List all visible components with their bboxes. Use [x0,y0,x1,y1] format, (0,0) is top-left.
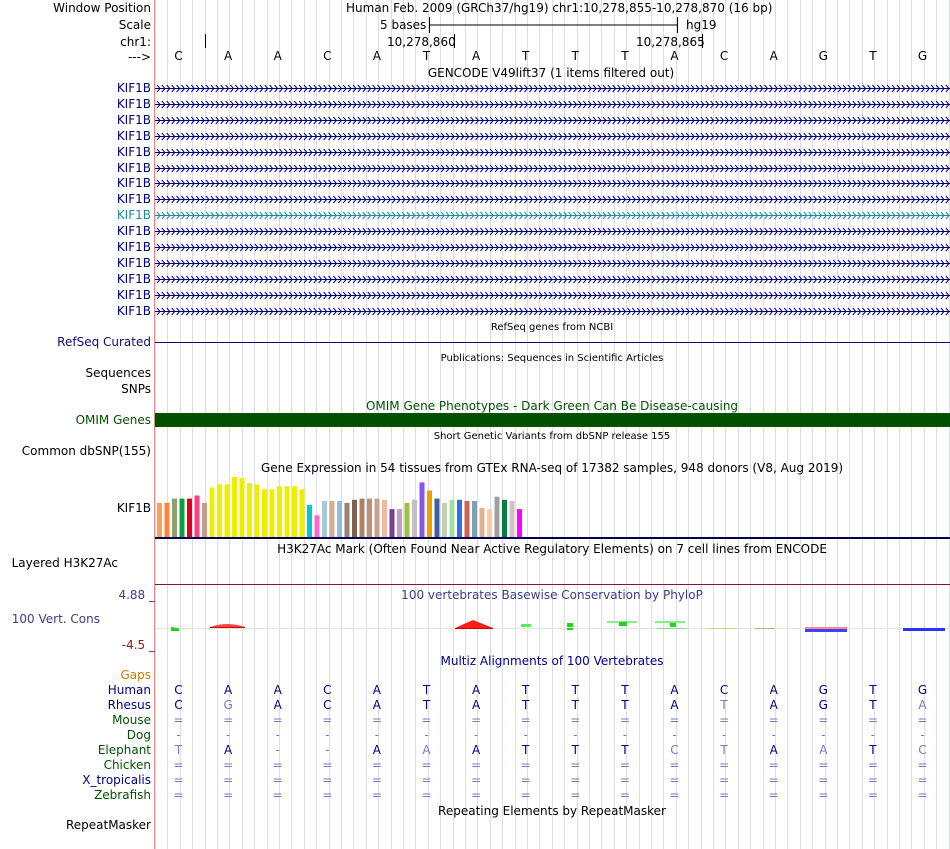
alignment-base: = [768,788,779,802]
gtex-tissue-bar[interactable] [240,478,245,537]
gtex-tissue-bar[interactable] [270,489,275,537]
alignment-base: = [570,713,581,727]
phylop-conservation-plot[interactable] [155,615,950,635]
species-label[interactable]: Chicken [103,758,151,772]
gtex-tissue-bar[interactable] [420,482,425,537]
species-label[interactable]: Mouse [112,713,151,727]
alignment-base: A [918,698,927,712]
alignment-base: = [421,713,432,727]
alignment-base: - [821,728,826,742]
alignment-base: = [917,713,928,727]
gtex-tissue-bar[interactable] [352,500,357,537]
alignment-base: = [917,758,928,772]
alignment-base: = [371,788,382,802]
gtex-tissue-bar[interactable] [322,501,327,537]
alignment-base: A [372,743,381,757]
assembly-position-text: Human Feb. 2009 (GRCh37/hg19) chr1:10,278,855-10,278,870 (16 bp) [346,1,773,15]
alignment-base: - [374,728,380,742]
gencode-gene-label[interactable]: KIF1B [116,271,151,286]
alignment-base: = [520,758,531,772]
alignment-base: = [818,788,829,802]
alignment-base: A [670,698,679,712]
alignment-base: = [371,758,382,772]
alignment-base: = [520,788,531,802]
alignment-base: T [422,698,431,712]
alignment-base: = [570,773,581,787]
gtex-tissue-bar[interactable] [225,484,230,537]
alignment-base: = [223,773,234,787]
gencode-track-title: GENCODE V49lift37 (1 items filtered out) [427,66,675,80]
alignment-base: T [869,683,877,697]
gencode-gene-label[interactable]: KIF1B [116,255,151,270]
gtex-tissue-bar[interactable] [232,477,237,537]
gtex-tissue-bar[interactable] [217,484,222,537]
alignment-base: C [719,683,729,697]
gencode-gene-label[interactable]: KIF1B [116,224,151,239]
gencode-transcript[interactable] [155,224,950,238]
alignment-base: = [619,758,630,772]
alignment-base: = [322,788,333,802]
base-letter: T [571,49,579,63]
gtex-tissue-bar[interactable] [255,484,260,537]
gencode-gene-label[interactable]: KIF1B [116,208,151,223]
strand-chevrons [155,97,950,111]
alignment-base: = [867,758,878,772]
alignment-base: - [622,728,628,742]
alignment-base: - [523,728,528,742]
alignment-base: A [372,683,381,697]
gtex-track-title: Gene Expression in 54 tissues from GTEx RNA-seq of 17382 samples, 948 donors (V8, Aug 2019) [260,461,844,475]
gencode-transcript[interactable] [155,129,950,143]
alignment-base: = [719,773,730,787]
alignment-base: C [918,743,927,757]
scale-db-text: hg19 [686,18,717,32]
gtex-tissue-bar[interactable] [345,503,350,537]
alignment-base: = [619,788,630,802]
alignment-base: C [174,683,183,697]
gtex-expression-chart[interactable] [155,475,950,541]
strand-chevrons [155,288,950,302]
gencode-gene-label[interactable]: KIF1B [116,112,151,127]
base-letter: C [719,49,729,63]
alignment-base: - [771,728,776,742]
alignment-base: - [176,728,181,742]
gtex-track-label[interactable]: KIF1B [116,501,151,515]
publications-track-title: Publications: Sequences in Scientific Articles [440,353,664,364]
alignment-base: A [223,743,233,757]
alignment-base: - [672,728,677,742]
base-letter: A [471,49,481,63]
alignment-base: = [669,713,680,727]
alignment-base: = [719,788,730,802]
alignment-base: = [768,758,779,772]
alignment-base: - [325,743,330,757]
strand-chevrons [155,161,950,175]
alignment-base: = [570,788,581,802]
strand-chevrons [155,224,950,238]
alignment-base: = [520,713,531,727]
alignment-base: = [768,773,779,787]
strand-chevrons [155,256,950,270]
alignment-base: = [223,758,234,772]
alignment-base: G [818,683,828,697]
gencode-transcript[interactable] [155,272,950,286]
gtex-tissue-bar[interactable] [307,505,312,537]
dbsnp-track-title: Short Genetic Variants from dbSNP release 155 [433,431,671,442]
alignment-base: = [173,773,184,787]
gtex-tissue-bar[interactable] [435,499,440,537]
alignment-base: G [917,683,928,697]
base-letter: A [372,49,381,63]
window-position-label: Window Position [53,1,151,15]
species-label[interactable]: Human [107,683,151,697]
alignment-base: - [870,728,876,742]
alignment-base: = [272,773,283,787]
scale-label: Scale [118,18,151,32]
gencode-gene-label[interactable]: KIF1B [116,240,151,254]
strand-chevrons [155,304,950,318]
scale-bases-text: 5 bases [380,18,427,32]
gtex-tissue-bar[interactable] [510,501,515,537]
alignment-base: T [869,743,877,757]
gencode-gene-label[interactable]: KIF1B [116,128,151,143]
alignment-base: C [323,698,332,712]
phylop-track-label[interactable]: 100 Vert. Cons [11,612,100,626]
gtex-tissue-bar[interactable] [172,499,177,537]
alignment-base: = [322,758,333,772]
repeatmasker-track-title: Repeating Elements by RepeatMasker [438,804,666,818]
dbsnp-track-label[interactable]: Common dbSNP(155) [21,444,151,458]
gtex-tissue-bar[interactable] [450,500,455,537]
gtex-tissue-bar[interactable] [375,499,380,537]
strand-label: ---> [127,50,151,64]
gencode-transcript[interactable] [155,304,950,318]
alignment-base: - [275,728,280,742]
gtex-tissue-bar[interactable] [315,515,320,537]
species-label[interactable]: Zebrafish [94,788,151,802]
species-label[interactable]: Elephant [97,743,151,757]
gencode-gene-label[interactable]: KIF1B [116,160,151,175]
alignment-base: = [520,773,531,787]
strand-chevrons [155,208,950,222]
alignment-base: = [322,773,333,787]
gencode-transcript[interactable] [155,81,950,95]
chromosome-label: chr1: [120,35,151,49]
alignment-base: - [424,728,429,742]
alignment-base: = [371,713,382,727]
alignment-base: = [173,713,184,727]
gtex-tissue-bar[interactable] [285,486,290,537]
alignment-base: = [421,773,432,787]
base-letter: G [917,49,928,63]
gtex-tissue-bar[interactable] [195,496,200,538]
alignment-base: G [818,698,828,712]
alignment-base: A [372,698,381,712]
h3k27ac-track-title: H3K27Ac Mark (Often Found Near Active Regulatory Elements) on 7 cell lines from ENCODE [277,542,827,556]
coordinate-label-2: 10,278,865 [636,35,705,49]
base-letter: C [323,49,332,63]
alignment-base: = [818,758,829,772]
alignment-base: = [223,788,234,802]
gtex-tissue-bar[interactable] [390,509,395,537]
gtex-tissue-bar[interactable] [210,487,215,537]
alignment-base: = [471,773,482,787]
track-labels [0,0,155,849]
gencode-transcript[interactable] [155,240,950,254]
alignment-base: = [223,713,234,727]
sequences-track-label[interactable]: Sequences [85,366,151,380]
alignment-base: = [619,773,630,787]
alignment-base: G [223,698,233,712]
alignment-base: T [869,698,877,712]
alignment-base: = [322,713,333,727]
gtex-tissue-bar[interactable] [300,489,305,537]
alignment-base: A [819,743,828,757]
alignment-base: - [325,728,330,742]
repeatmasker-track-label[interactable]: RepeatMasker [65,818,151,832]
gtex-tissue-bar[interactable] [517,509,522,537]
alignment-base: = [471,758,482,772]
gencode-gene-label[interactable]: KIF1B [116,192,151,207]
strand-chevrons [155,272,950,286]
alignment-base: A [471,743,481,757]
alignment-base: = [917,773,928,787]
gtex-tissue-bar[interactable] [502,500,507,537]
alignment-base: = [471,788,482,802]
phylop-min-label: -4.5 _ [121,638,155,652]
alignment-base: = [570,758,581,772]
h3k27ac-track-label[interactable]: Layered H3K27Ac [11,556,118,570]
alignment-base: T [522,698,530,712]
gencode-transcript[interactable] [155,288,950,302]
alignment-base: A [223,683,233,697]
alignment-base: A [273,683,282,697]
species-label[interactable]: Rhesus [107,698,151,712]
base-letter: T [522,49,530,63]
coordinate-label-1: 10,278,860 [387,35,456,49]
gtex-tissue-bar[interactable] [360,499,365,537]
alignment-base: = [421,788,432,802]
alignment-base: A [273,698,282,712]
alignment-base: = [371,773,382,787]
alignment-base: C [323,683,332,697]
alignment-base: A [471,698,481,712]
alignment-base: - [473,728,479,742]
alignment-base: - [721,728,727,742]
alignment-base: T [621,698,629,712]
alignment-base: T [422,683,431,697]
gencode-gene-label[interactable]: KIF1B [116,96,151,111]
gtex-tissue-bar[interactable] [202,503,207,537]
gtex-tissue-bar[interactable] [157,503,162,537]
alignment-base: = [867,788,878,802]
alignment-base: - [225,728,231,742]
gencode-gene-label[interactable]: KIF1B [116,144,151,159]
alignment-base: = [669,758,680,772]
alignment-base: = [818,773,829,787]
gtex-tissue-bar[interactable] [427,491,432,538]
strand-chevrons [155,192,950,206]
alignment-base: = [421,758,432,772]
gtex-tissue-bar[interactable] [397,509,402,537]
gtex-tissue-bar[interactable] [330,501,335,537]
alignment-base: = [471,713,482,727]
gencode-transcript[interactable] [155,161,950,175]
strand-chevrons [155,113,950,127]
gtex-tissue-bar[interactable] [457,500,462,537]
alignment-base: = [917,788,928,802]
gaps-label: Gaps [120,668,151,682]
gencode-transcript[interactable] [155,176,950,190]
h3k27ac-signal-line[interactable] [155,584,950,585]
alignment-base: = [719,713,730,727]
alignment-base: = [719,758,730,772]
snps-track-label[interactable]: SNPs [121,382,151,396]
alignment-base: T [571,698,579,712]
gencode-transcript[interactable] [155,192,950,206]
gencode-transcript[interactable] [155,145,950,159]
alignment-base: C [174,698,183,712]
alignment-base: T [720,698,728,712]
alignment-base: = [867,773,878,787]
gencode-transcript[interactable] [155,113,950,127]
base-letter: A [223,49,233,63]
refseq-track-title: RefSeq genes from NCBI [490,322,614,333]
alignment-base: = [173,758,184,772]
omim-track-title: OMIM Gene Phenotypes - Dark Green Can Be Disease-causing [365,399,739,413]
base-letter: C [174,49,183,63]
gtex-tissue-bar[interactable] [487,509,492,537]
alignment-base: - [573,728,578,742]
alignment-base: C [670,743,679,757]
gtex-tissue-bar[interactable] [405,503,410,537]
omim-phenotype-bar[interactable] [155,413,950,427]
alignment-base: A [471,683,481,697]
refseq-gene-line[interactable] [155,342,950,343]
gtex-tissue-bar[interactable] [292,486,297,537]
gencode-gene-label[interactable]: KIF1B [116,176,151,191]
alignment-base: T [621,743,629,757]
gtex-tissue-bar[interactable] [465,501,470,537]
base-letter: A [769,49,778,63]
alignment-base: = [272,758,283,772]
alignment-base: T [621,683,629,697]
base-letter: T [621,49,629,63]
refseq-track-label[interactable]: RefSeq Curated [57,335,151,349]
omim-track-label[interactable]: OMIM Genes [75,413,151,427]
strand-chevrons [155,176,950,190]
alignment-base: T [522,743,530,757]
gencode-transcript[interactable] [155,208,950,222]
alignment-base: A [769,743,778,757]
gtex-tissue-bar[interactable] [262,489,267,537]
gencode-transcript[interactable] [155,97,950,111]
species-label[interactable]: X_tropicalis [82,773,151,787]
alignment-base: = [173,788,184,802]
species-label[interactable]: Dog [126,728,151,742]
alignment-base: A [670,683,679,697]
base-letter: A [273,49,282,63]
base-letter: A [670,49,679,63]
alignment-base: T [522,683,530,697]
gtex-tissue-bar[interactable] [382,500,387,537]
alignment-base: T [720,743,728,757]
strand-chevrons [155,240,950,254]
phylop-max-label: 4.88 _ [118,588,155,602]
gencode-transcript[interactable] [155,256,950,270]
gtex-tissue-bar[interactable] [480,508,485,537]
alignment-base: A [422,743,431,757]
alignment-base: = [669,773,680,787]
alignment-base: A [769,683,778,697]
gtex-tissue-bar[interactable] [442,503,447,537]
gtex-tissue-bar[interactable] [337,501,342,537]
scale-bar [425,16,685,34]
alignment-base: T [174,743,183,757]
alignment-base: T [571,743,579,757]
gtex-tissue-bar[interactable] [412,500,417,537]
multiz-track-title: Multiz Alignments of 100 Vertebrates [440,654,664,668]
gtex-tissue-bar[interactable] [187,499,192,537]
alignment-base: - [275,743,280,757]
gtex-tissue-bar[interactable] [180,499,185,537]
phylop-track-title: 100 vertebrates Basewise Conservation by PhyloP [401,588,703,602]
gtex-tissue-bar[interactable] [367,499,372,537]
base-letter: T [422,49,431,63]
alignment-base: A [769,698,778,712]
base-letter: G [818,49,828,63]
alignment-base: - [920,728,925,742]
alignment-base: = [272,788,283,802]
gtex-tissue-bar[interactable] [277,486,282,537]
alignment-base: = [818,713,829,727]
alignment-base: = [272,713,283,727]
gtex-tissue-bar[interactable] [472,501,477,537]
base-letter: T [869,49,877,63]
gtex-tissue-bar[interactable] [495,497,500,537]
strand-chevrons [155,81,950,95]
gencode-gene-label[interactable]: KIF1B [116,81,151,95]
alignment-base: = [768,713,779,727]
strand-chevrons [155,145,950,159]
gtex-tissue-bar[interactable] [247,483,252,537]
alignment-base: = [867,713,878,727]
strand-chevrons [155,129,950,143]
alignment-base: = [669,788,680,802]
gtex-tissue-bar[interactable] [165,503,170,537]
alignment-base: T [571,683,579,697]
gencode-gene-label[interactable]: KIF1B [116,287,151,302]
alignment-base: = [619,713,630,727]
gencode-gene-label[interactable]: KIF1B [116,303,151,318]
